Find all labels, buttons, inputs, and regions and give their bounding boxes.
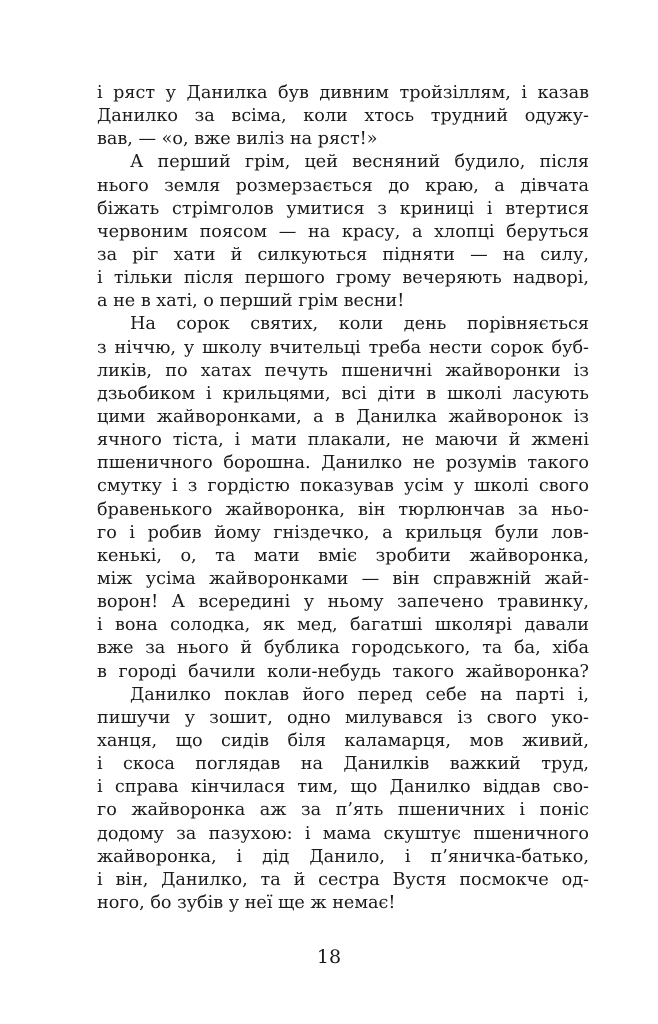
text-line: ворон! А всередині у ньому запечено травинку, <box>97 592 589 613</box>
text-line: А перший грім, цей весняний будило, після <box>130 152 589 173</box>
text-line: і вона солодка, як мед, багатші школярі давали <box>97 615 589 636</box>
text-line: цими жайворонками, а в Данилка жайворонок із <box>97 406 589 427</box>
text-line: вав, — «о, вже виліз на ряст!» <box>97 129 378 150</box>
text-line: додому за пазухою: і мама скуштує пшеничного <box>97 823 589 844</box>
text-line: Данилко за всіма, коли хтось трудний одужу- <box>97 106 589 127</box>
text-line: нього земля розмерзається до краю, а дівчата <box>97 175 589 196</box>
text-line: На сорок святих, коли день порівняється <box>130 314 589 335</box>
text-line: кенькі, о, та мати вміє зробити жайворонка, <box>97 545 589 566</box>
text-line: дзьобиком і крильцями, всі діти в школі ласують <box>97 383 589 404</box>
text-line: го і робив йому гніздечко, а крильця були лов- <box>97 522 589 543</box>
text-line: ликів, по хатах печуть пшеничні жайворонки із <box>97 360 589 381</box>
body-text <box>97 82 589 915</box>
text-line: а не в хаті, о перший грім весни! <box>97 291 405 312</box>
page-number: 18 <box>316 946 342 968</box>
text-line: і ряст у Данилка був дивним тройзіллям, і казав <box>97 83 589 103</box>
text-line: вже за нього й бублика городського, та ба, хіба <box>97 638 589 659</box>
text-line: смутку і з гордістю показував усім у школі свого <box>97 476 589 497</box>
text-line: Данилко поклав його перед себе на парті і, <box>130 684 589 705</box>
text-line: за ріг хати й силкуються підняти — на силу, <box>97 244 589 265</box>
text-line: ханця, що сидів біля каламарця, мов живий, <box>97 730 589 751</box>
text-line: в городі бачили коли-небудь такого жайворонка? <box>97 661 589 682</box>
text-line: пишучи у зошит, одно милувався із свого уко- <box>97 707 589 728</box>
text-line: ного, бо зубів у неї ще ж немає! <box>97 892 396 913</box>
text-line: і тільки після першого грому вечеряють надворі, <box>97 268 589 289</box>
text-line: червоним поясом — на красу, а хлопці беруться <box>97 221 589 242</box>
text-line: ячного тіста, і мати плакали, не маючи й жмені <box>97 430 589 451</box>
paragraph <box>97 82 589 151</box>
text-line: го жайворонка аж за п’ять пшеничних і поніс <box>97 800 589 821</box>
text-line: бравенького жайворонка, він тюрлюнчав за ньо- <box>97 499 589 520</box>
text-line: і справа кінчилася тим, що Данилко віддав сво- <box>97 777 589 798</box>
text-line: і скоса поглядав на Данилків важкий труд, <box>97 754 589 775</box>
text-line: і він, Данилко, та й сестра Вустя посмокче од- <box>97 869 589 890</box>
paragraph <box>97 313 589 683</box>
text-line: біжать стрімголов умитися з криниці і втертися <box>97 198 589 219</box>
text-line: з ніччю, у школу вчительці треба нести сорок буб- <box>97 337 589 358</box>
text-line: жайворонка, і дід Данило, і п’яничка-батько, <box>97 846 589 867</box>
paragraph <box>97 151 589 313</box>
paragraph <box>97 684 589 915</box>
text-line: пшеничного борошна. Данилко не розумів такого <box>97 453 589 474</box>
text-line: між усіма жайворонками — він справжній жай- <box>97 568 589 589</box>
